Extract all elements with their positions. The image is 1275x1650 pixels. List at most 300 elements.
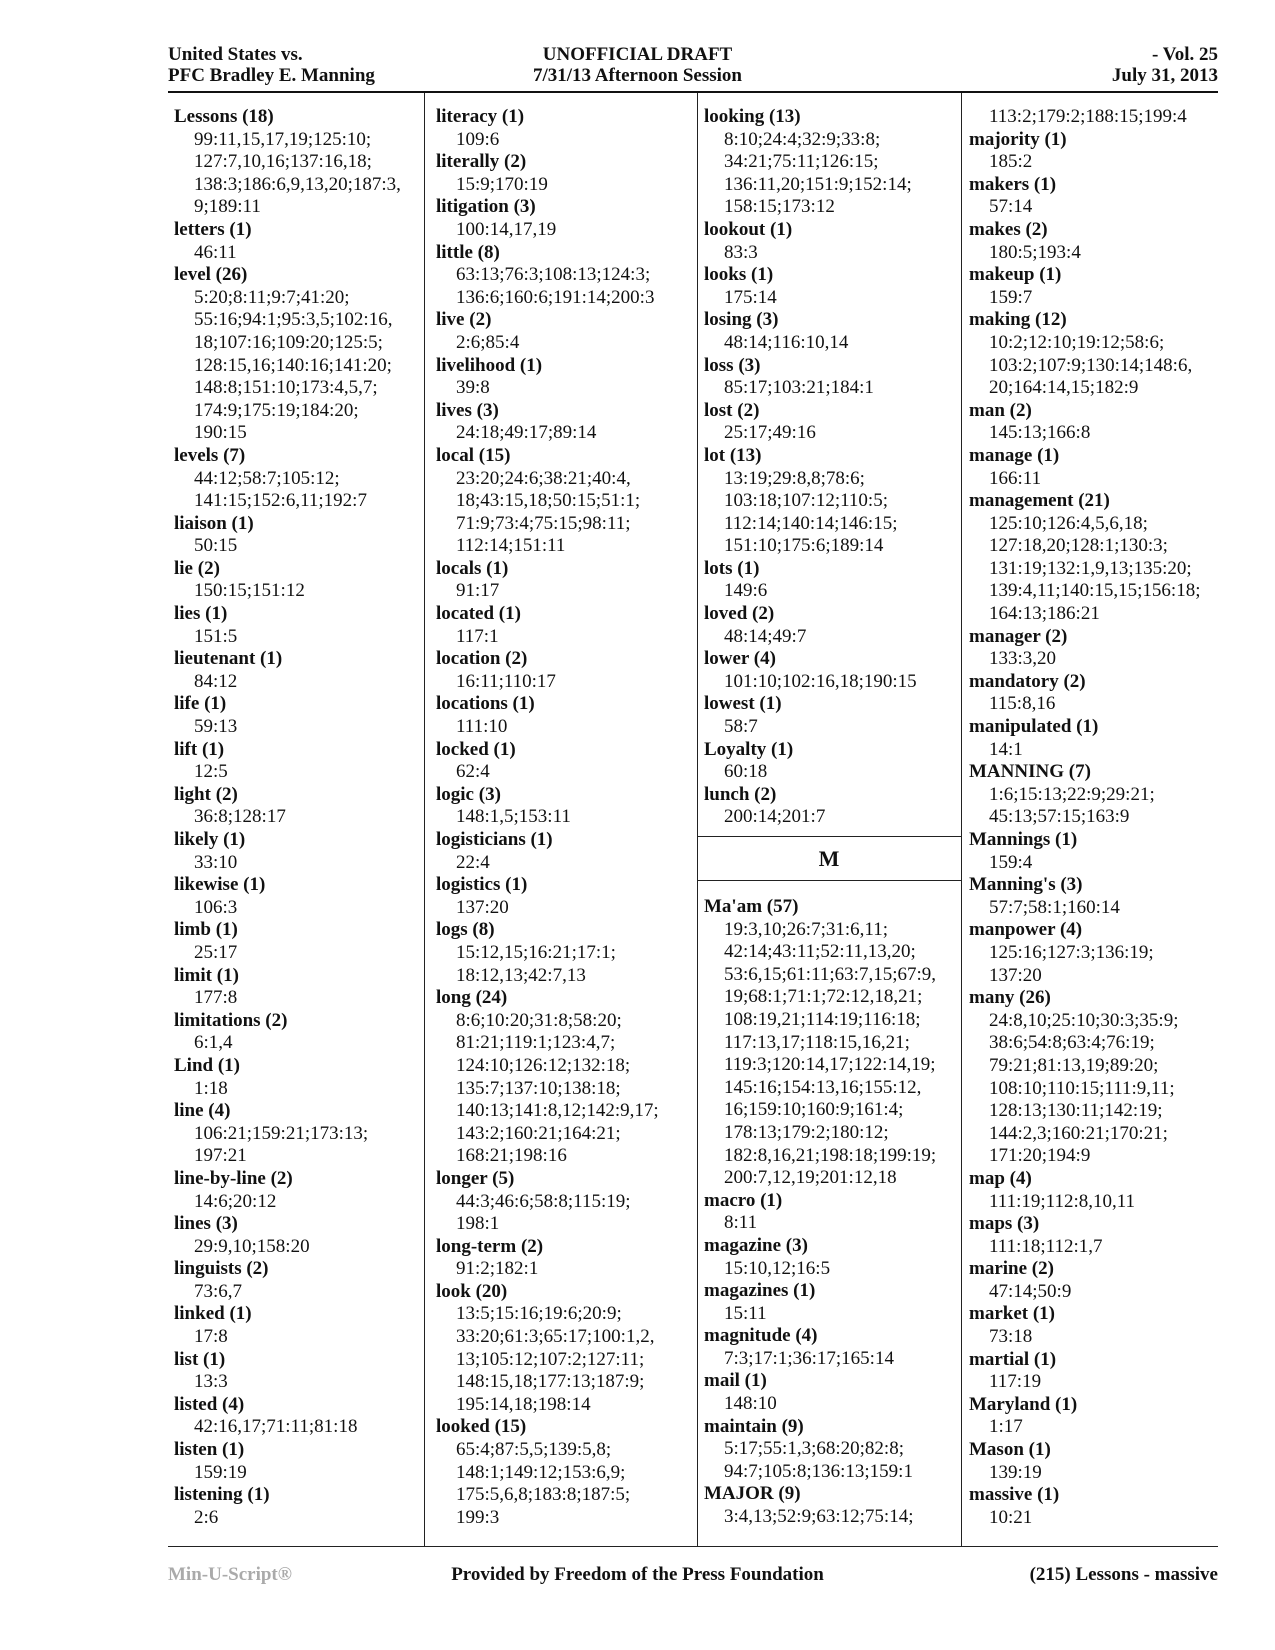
index-entry — [174, 648, 401, 693]
index-term: manipulated (1) — [969, 716, 1099, 738]
index-references: 2:6;85:4 — [456, 331, 520, 353]
index-entry — [436, 784, 659, 829]
index-references: 73:6,7 — [194, 1280, 243, 1302]
index-references: 148:15,18;177:13;187:9; — [456, 1371, 645, 1393]
index-references: 113:2;179:2;188:15;199:4 — [989, 106, 1187, 127]
index-term: lots (1) — [704, 557, 760, 579]
index-references: 45:13;57:15;163:9 — [989, 806, 1130, 828]
index-references: 57:14 — [989, 196, 1033, 218]
index-entry — [174, 919, 401, 964]
index-term: listen (1) — [174, 1439, 245, 1461]
index-references: 148:1,5;153:11 — [456, 806, 571, 828]
index-references: 100:14,17,19 — [456, 218, 557, 240]
index-column-4 — [969, 106, 1200, 1529]
header-title — [0, 44, 1275, 86]
index-references: 150:15;151:12 — [194, 580, 305, 602]
header-center-line1: UNOFFICIAL DRAFT — [542, 44, 733, 65]
index-term: located (1) — [436, 603, 521, 625]
index-references: 108:10;110:15;111:9,11; — [989, 1077, 1175, 1099]
index-entry — [436, 1281, 659, 1417]
index-term: mandatory (2) — [969, 670, 1086, 692]
index-term: man (2) — [969, 399, 1032, 421]
index-term: management (21) — [969, 490, 1110, 512]
index-term: majority (1) — [969, 128, 1067, 150]
index-references: 111:10 — [456, 716, 508, 738]
index-references: 177:8 — [194, 987, 238, 1009]
index-entry — [704, 1235, 936, 1280]
index-references: 145:13;166:8 — [989, 422, 1091, 444]
index-references: 199:3 — [456, 1506, 500, 1528]
index-term: long-term (2) — [436, 1235, 544, 1257]
index-entry — [704, 784, 917, 829]
index-references: 25:17 — [194, 941, 238, 963]
index-references: 36:8;128:17 — [194, 806, 286, 828]
index-term: lot (13) — [704, 444, 762, 466]
index-entry — [704, 558, 917, 603]
index-references: 79:21;81:13,19;89:20; — [989, 1054, 1159, 1076]
index-entry — [174, 219, 401, 264]
index-entry — [969, 626, 1200, 671]
index-references: 148:1;149:12;153:6,9; — [456, 1461, 626, 1483]
index-term: logic (3) — [436, 783, 501, 805]
index-references: 119:3;120:14,17;122:14,19; — [724, 1054, 936, 1076]
index-entry — [704, 400, 917, 445]
index-entry — [436, 151, 659, 196]
index-references: 71:9;73:4;75:15;98:11; — [456, 512, 631, 534]
index-references: 112:14;140:14;146:15; — [724, 512, 898, 534]
header-right-line1: - Vol. 25 — [1152, 44, 1218, 65]
header-left-line1: United States vs. — [168, 44, 303, 65]
index-term: light (2) — [174, 783, 238, 805]
index-references: 182:8,16,21;198:18;199:19; — [724, 1144, 937, 1166]
index-references: 158:15;173:12 — [724, 196, 835, 218]
index-term: lost (2) — [704, 399, 760, 421]
index-entry — [436, 106, 659, 151]
index-references: 139:4,11;140:15,15;156:18; — [989, 580, 1201, 602]
index-references: 3:4,13;52:9;63:12;75:14; — [724, 1506, 914, 1528]
index-entry — [704, 693, 917, 738]
index-references: 159:7 — [989, 286, 1033, 308]
index-term: lies (1) — [174, 603, 228, 625]
index-entry — [704, 309, 917, 354]
index-references: 144:2,3;160:21;170:21; — [989, 1122, 1168, 1144]
index-references: 33:10 — [194, 851, 238, 873]
index-term: literally (2) — [436, 151, 527, 173]
index-references: 168:21;198:16 — [456, 1145, 567, 1167]
footer-attribution: Provided by Freedom of the Press Foundation — [451, 1564, 824, 1585]
index-term: lookout (1) — [704, 218, 793, 240]
index-term: maintain (9) — [704, 1415, 804, 1437]
index-term: list (1) — [174, 1348, 226, 1370]
index-references: 128:15,16;140:16;141:20; — [194, 354, 392, 376]
index-references: 101:10;102:16,18;190:15 — [724, 670, 917, 692]
index-term: lowest (1) — [704, 693, 782, 715]
index-entry — [969, 987, 1200, 1168]
index-references: 14:6;20:12 — [194, 1190, 277, 1212]
index-entry — [174, 1484, 401, 1529]
index-term: martial (1) — [969, 1348, 1057, 1370]
section-letter-heading: M — [697, 836, 961, 881]
index-references: 136:6;160:6;191:14;200:3 — [456, 286, 655, 308]
index-references: 117:1 — [456, 625, 499, 647]
index-term: manage (1) — [969, 444, 1060, 466]
index-term: listening (1) — [174, 1484, 270, 1506]
column-divider — [697, 93, 698, 1547]
index-entry — [436, 242, 659, 310]
index-references: 47:14;50:9 — [989, 1280, 1072, 1302]
index-references: 7:3;17:1;36:17;165:14 — [724, 1347, 894, 1369]
index-entry — [174, 1100, 401, 1168]
index-term: looked (15) — [436, 1416, 527, 1438]
index-term: locations (1) — [436, 693, 535, 715]
index-term: makers (1) — [969, 173, 1057, 195]
index-entry — [174, 445, 401, 513]
index-entry — [436, 829, 659, 874]
index-references: 29:9,10;158:20 — [194, 1235, 310, 1257]
footer-page-range: (215) Lessons - massive — [1029, 1564, 1218, 1585]
index-entry — [174, 1439, 401, 1484]
index-term: logs (8) — [436, 919, 495, 941]
index-entry — [174, 829, 401, 874]
index-references: 115:8,16 — [989, 693, 1056, 715]
index-references: 148:8;151:10;173:4,5,7; — [194, 377, 378, 399]
index-term: makeup (1) — [969, 264, 1062, 286]
index-term: levels (7) — [174, 444, 246, 466]
index-references: 12:5 — [194, 761, 228, 783]
index-references: 94:7;105:8;136:13;159:1 — [724, 1460, 913, 1482]
index-term: Mason (1) — [969, 1439, 1051, 1461]
index-references: 16:11;110:17 — [456, 670, 556, 692]
index-entry — [704, 106, 917, 219]
index-references: 42:16,17;71:11;81:18 — [194, 1416, 358, 1438]
index-entry — [436, 648, 659, 693]
index-references: 73:18 — [989, 1326, 1033, 1348]
index-entry — [436, 1168, 659, 1236]
index-entry — [969, 445, 1200, 490]
index-references: 15:11 — [724, 1302, 767, 1324]
index-entry — [969, 919, 1200, 987]
index-references: 5:20;8:11;9:7;41:20; — [194, 286, 350, 308]
index-references: 13;105:12;107:2;127:11; — [456, 1348, 645, 1370]
index-references: 151:5 — [194, 625, 238, 647]
index-entry — [704, 1483, 936, 1528]
index-entry — [174, 1168, 401, 1213]
index-term: mail (1) — [704, 1370, 767, 1392]
index-entry — [969, 1394, 1200, 1439]
index-entry — [969, 1258, 1200, 1303]
index-entry — [704, 1370, 936, 1415]
index-term: MAJOR (9) — [704, 1483, 801, 1505]
index-references: 19:3,10;26:7;31:6,11; — [724, 918, 888, 940]
index-entry — [969, 716, 1200, 761]
index-term: massive (1) — [969, 1484, 1060, 1506]
index-references: 178:13;179:2;180:12; — [724, 1121, 889, 1143]
index-term: map (4) — [969, 1167, 1032, 1189]
index-references: 84:12 — [194, 670, 238, 692]
index-references: 175:14 — [724, 286, 777, 308]
index-references: 136:11,20;151:9;152:14; — [724, 173, 912, 195]
index-entry — [704, 1190, 936, 1235]
index-references: 38:6;54:8;63:4;76:19; — [989, 1032, 1155, 1054]
index-references: 42:14;43:11;52:11,13,20; — [724, 941, 916, 963]
index-term: livelihood (1) — [436, 354, 543, 376]
index-references: 174:9;175:19;184:20; — [194, 399, 359, 421]
index-references: 175:5,6,8;183:8;187:5; — [456, 1484, 631, 1506]
index-references: 111:19;112:8,10,11 — [989, 1190, 1136, 1212]
index-entry — [969, 309, 1200, 399]
index-references: 62:4 — [456, 761, 490, 783]
index-references: 171:20;194:9 — [989, 1145, 1091, 1167]
index-entry — [969, 761, 1200, 829]
index-entry — [174, 106, 401, 219]
index-entry — [704, 896, 936, 1190]
index-references: 164:13;186:21 — [989, 603, 1100, 625]
index-references: 185:2 — [989, 151, 1033, 173]
index-entry — [174, 965, 401, 1010]
index-entry — [174, 1010, 401, 1055]
index-references: 195:14,18;198:14 — [456, 1393, 591, 1415]
index-column-3-bottom — [704, 896, 936, 1529]
index-entry — [704, 648, 917, 693]
index-term: MANNING (7) — [969, 761, 1091, 783]
index-references: 111:18;112:1,7 — [989, 1235, 1103, 1257]
index-term: little (8) — [436, 241, 500, 263]
index-references: 139:19 — [989, 1461, 1042, 1483]
index-term: makes (2) — [969, 218, 1048, 240]
index-references: 99:11,15,17,19;125:10; — [194, 128, 372, 150]
index-term: looking (13) — [704, 106, 801, 127]
index-references: 46:11 — [194, 241, 237, 263]
index-references: 24:8,10;25:10;30:3;35:9; — [989, 1009, 1179, 1031]
index-term: Lessons (18) — [174, 106, 274, 127]
index-references: 159:19 — [194, 1461, 247, 1483]
column-divider — [424, 93, 425, 1547]
index-term: macro (1) — [704, 1189, 783, 1211]
index-term: market (1) — [969, 1303, 1055, 1325]
index-entry — [704, 264, 917, 309]
index-term: location (2) — [436, 648, 528, 670]
index-references: 15:9;170:19 — [456, 173, 548, 195]
index-references: 151:10;175:6;189:14 — [724, 535, 884, 557]
index-entry — [174, 874, 401, 919]
index-references: 200:7,12,19;201:12,18 — [724, 1167, 897, 1189]
index-entry — [436, 739, 659, 784]
index-references: 1:17 — [989, 1416, 1023, 1438]
index-entry — [436, 1416, 659, 1529]
header-volume-date — [1112, 44, 1218, 86]
index-references: 109:6 — [456, 128, 500, 150]
index-references: 16;159:10;160:9;161:4; — [724, 1099, 904, 1121]
index-term: level (26) — [174, 264, 248, 286]
index-term: literacy (1) — [436, 106, 525, 127]
index-references: 140:13;141:8,12;142:9,17; — [456, 1100, 659, 1122]
index-entry — [704, 1280, 936, 1325]
index-term: magazine (3) — [704, 1234, 808, 1256]
index-entry — [969, 264, 1200, 309]
index-references: 18:12,13;42:7,13 — [456, 964, 586, 986]
index-entry — [436, 1236, 659, 1281]
index-entry — [436, 355, 659, 400]
index-references: 10:2;12:10;19:12;58:6; — [989, 331, 1165, 353]
index-references: 58:7 — [724, 716, 758, 738]
index-references: 18;107:16;109:20;125:5; — [194, 331, 383, 353]
index-term: linked (1) — [174, 1303, 252, 1325]
index-term: likely (1) — [174, 829, 246, 850]
index-term: Lind (1) — [174, 1054, 240, 1076]
index-entry — [969, 400, 1200, 445]
index-term: life (1) — [174, 693, 227, 715]
index-references: 18;43:15,18;50:15;51:1; — [456, 490, 641, 512]
index-references: 39:8 — [456, 377, 490, 399]
index-references: 8:6;10:20;31:8;58:20; — [456, 1009, 622, 1031]
index-references: 125:10;126:4,5,6,18; — [989, 512, 1148, 534]
index-term: logisticians (1) — [436, 829, 553, 850]
index-column-2 — [436, 106, 659, 1529]
index-references: 8:11 — [724, 1212, 758, 1234]
index-references: 48:14;49:7 — [724, 625, 807, 647]
index-term: long (24) — [436, 987, 508, 1009]
index-references: 1:6;15:13;22:9;29:21; — [989, 783, 1155, 805]
index-term: losing (3) — [704, 309, 779, 331]
index-references: 9;189:11 — [194, 196, 261, 218]
index-references: 133:3,20 — [989, 648, 1057, 670]
index-references: 143:2;160:21;164:21; — [456, 1122, 621, 1144]
index-references: 13:19;29:8,8;78:6; — [724, 467, 865, 489]
index-entry — [436, 693, 659, 738]
index-entry — [436, 919, 659, 987]
index-entry — [969, 1439, 1200, 1484]
index-entry — [174, 603, 401, 648]
index-term: litigation (3) — [436, 196, 536, 218]
index-references: 135:7;137:10;138:18; — [456, 1077, 621, 1099]
index-entry — [174, 1055, 401, 1100]
index-references: 103:18;107:12;110:5; — [724, 490, 888, 512]
index-term: letters (1) — [174, 218, 252, 240]
index-entry — [704, 1416, 936, 1484]
index-references: 159:4 — [989, 851, 1033, 873]
index-references: 166:11 — [989, 467, 1042, 489]
index-entry — [969, 1303, 1200, 1348]
index-references: 200:14;201:7 — [724, 806, 826, 828]
index-references: 137:20 — [989, 964, 1042, 986]
index-references: 91:17 — [456, 580, 500, 602]
index-references: 131:19;132:1,9,13;135:20; — [989, 557, 1192, 579]
index-references: 23:20;24:6;38:21;40:4, — [456, 467, 631, 489]
index-references: 63:13;76:3;108:13;124:3; — [456, 264, 651, 286]
index-references: 190:15 — [194, 422, 247, 444]
index-references: 81:21;119:1;123:4,7; — [456, 1032, 616, 1054]
index-entry — [174, 1394, 401, 1439]
index-term: line-by-line (2) — [174, 1167, 293, 1189]
index-references: 15:12,15;16:21;17:1; — [456, 941, 616, 963]
index-term: locals (1) — [436, 557, 509, 579]
index-term: Loyalty (1) — [704, 738, 794, 760]
index-references: 55:16;94:1;95:3,5;102:16, — [194, 309, 393, 331]
index-term: Maryland (1) — [969, 1393, 1078, 1415]
index-term: loved (2) — [704, 603, 775, 625]
index-term: lieutenant (1) — [174, 648, 283, 670]
index-references: 197:21 — [194, 1145, 247, 1167]
index-entry — [174, 1213, 401, 1258]
index-term: linguists (2) — [174, 1258, 269, 1280]
index-term: Ma'am (57) — [704, 896, 799, 917]
index-term: loss (3) — [704, 354, 761, 376]
header-left-line2: PFC Bradley E. Manning — [168, 65, 375, 86]
index-term: listed (4) — [174, 1393, 245, 1415]
index-entry — [174, 693, 401, 738]
index-term: liaison (1) — [174, 512, 254, 534]
index-references: 103:2;107:9;130:14;148:6, — [989, 354, 1193, 376]
index-term: longer (5) — [436, 1167, 515, 1189]
index-entry — [969, 129, 1200, 174]
index-entry — [436, 558, 659, 603]
index-references: 138:3;186:6,9,13,20;187:3, — [194, 173, 401, 195]
index-entry — [969, 874, 1200, 919]
index-references: 141:15;152:6,11;192:7 — [194, 490, 367, 512]
index-entry — [969, 1349, 1200, 1394]
index-references: 14:1 — [989, 738, 1023, 760]
index-entry — [969, 829, 1200, 874]
index-entry — [436, 400, 659, 445]
index-entry — [436, 987, 659, 1168]
index-entry — [174, 264, 401, 445]
index-entry — [174, 1258, 401, 1303]
index-term: logistics (1) — [436, 874, 528, 896]
footer-rule — [168, 1546, 1218, 1547]
index-term: lift (1) — [174, 738, 225, 760]
index-column-1 — [174, 106, 401, 1529]
index-entry — [174, 739, 401, 784]
index-references: 65:4;87:5,5;139:5,8; — [456, 1439, 612, 1461]
index-entry — [174, 558, 401, 603]
index-references: 108:19,21;114:19;116:18; — [724, 1008, 921, 1030]
index-term: lower (4) — [704, 648, 776, 670]
index-term: lines (3) — [174, 1213, 238, 1235]
index-references: 57:7;58:1;160:14 — [989, 896, 1120, 918]
index-entry — [704, 445, 917, 558]
index-entry — [969, 106, 1200, 129]
index-references: 127:18,20;128:1;130:3; — [989, 535, 1168, 557]
index-references: 83:3 — [724, 241, 758, 263]
index-references: 25:17;49:16 — [724, 422, 816, 444]
index-term: live (2) — [436, 309, 492, 331]
index-references: 8:10;24:4;32:9;33:8; — [724, 128, 881, 150]
header-rule — [168, 91, 1218, 93]
index-term: magnitude (4) — [704, 1325, 818, 1347]
index-term: lie (2) — [174, 557, 220, 579]
index-references: 33:20;61:3;65:17;100:1,2, — [456, 1326, 655, 1348]
index-entry — [436, 445, 659, 558]
index-references: 60:18 — [724, 761, 768, 783]
index-term: limb (1) — [174, 919, 238, 941]
index-references: 53:6,15;61:11;63:7,15;67:9, — [724, 963, 936, 985]
index-entry — [704, 1325, 936, 1370]
index-term: manpower (4) — [969, 919, 1083, 941]
index-references: 117:19 — [989, 1371, 1042, 1393]
index-references: 50:15 — [194, 535, 238, 557]
index-term: making (12) — [969, 309, 1067, 331]
index-entry — [969, 671, 1200, 716]
index-references: 112:14;151:11 — [456, 535, 566, 557]
index-references: 48:14;116:10,14 — [724, 331, 849, 353]
index-entry — [436, 874, 659, 919]
index-term: marine (2) — [969, 1258, 1054, 1280]
index-entry — [436, 603, 659, 648]
footer-brand: Min-U-Script® — [168, 1564, 292, 1585]
index-entry — [969, 490, 1200, 626]
index-references: 117:13,17;118:15,16,21; — [724, 1031, 910, 1053]
index-references: 127:7,10,16;137:16,18; — [194, 151, 372, 173]
